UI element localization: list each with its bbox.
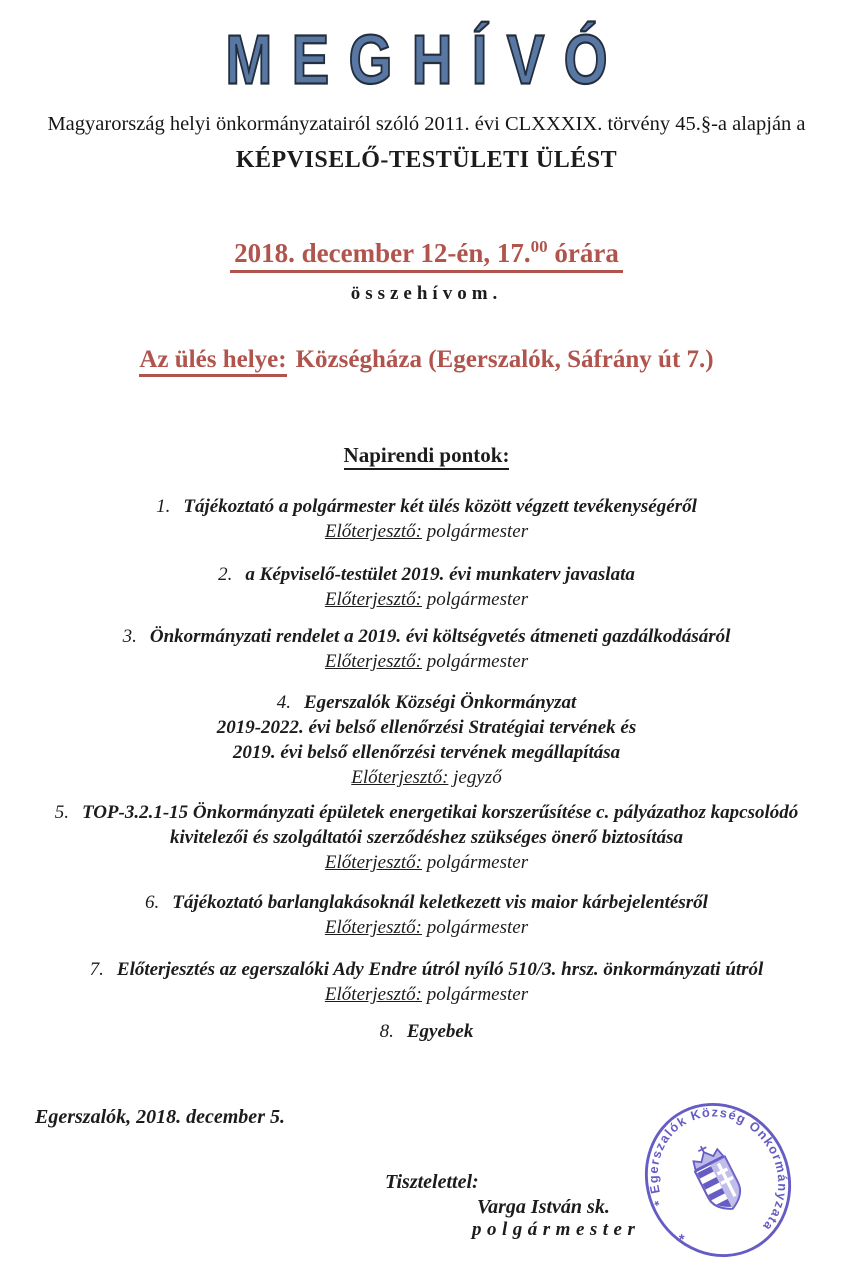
datetime-superscript: 00 [530, 237, 548, 256]
venue-label: Az ülés helye: [139, 346, 286, 377]
agenda-item-2 [0, 562, 853, 612]
presenter-value: polgármester [426, 589, 529, 610]
agenda-item-title: 5. TOP-3.2.1-15 Önkormányzati épületek energetikai korszerűsítése c. pályázathoz kapcsolódó [54, 802, 799, 823]
agenda-heading: Napirendi pontok: [0, 443, 853, 468]
agenda-item-title-line3: 2019. évi belső ellenőrzési tervének megállapítása [232, 742, 621, 763]
presenter-value: polgármester [426, 651, 529, 672]
stamp-text: * Egerszalók Község Önkormányzata [645, 1104, 791, 1235]
agenda-item-presenter [0, 765, 853, 790]
agenda-item-4 [0, 690, 853, 790]
signer-name: Varga István sk. [477, 1196, 610, 1218]
coat-of-arms-icon [686, 1139, 748, 1217]
presenter-value: jegyző [453, 767, 502, 788]
agenda-item-title: 1. Tájékoztató a polgármester két ülés között végzett tevékenységéről [156, 496, 697, 517]
agenda-item-presenter [0, 850, 853, 875]
agenda-item-presenter [0, 982, 853, 1007]
presenter-label: Előterjesztő: [324, 984, 423, 1005]
agenda-item-number: 8. [379, 1021, 394, 1042]
stamp-star-bottom: * [676, 1226, 691, 1243]
agenda-item-presenter [0, 519, 853, 544]
presenter-label: Előterjesztő: [324, 651, 423, 672]
presenter-value: polgármester [426, 521, 529, 542]
datetime-suffix: órára [547, 238, 619, 268]
meeting-datetime-underlined [230, 238, 623, 273]
agenda-item-number: 6. [145, 892, 160, 913]
agenda-item-presenter [0, 587, 853, 612]
agenda-item-title-line2: 2019-2022. évi belső ellenőrzési Stratégiai tervének és [216, 717, 637, 738]
agenda-item-title: 6. Tájékoztató barlanglakásoknál keletkezett vis maior kárbejelentésről [145, 892, 708, 913]
presenter-value: polgármester [426, 852, 529, 873]
presenter-label: Előterjesztő: [324, 852, 423, 873]
presenter-label: Előterjesztő: [324, 521, 423, 542]
agenda-item-number: 1. [156, 496, 171, 517]
agenda-item-title: 8. Egyebek [379, 1021, 474, 1042]
agenda-item-title-line2: kivitelezői és szolgáltatói szerződéshez szükséges önerő biztosítása [169, 827, 684, 848]
agenda-item-1 [0, 494, 853, 544]
agenda-item-number: 4. [276, 692, 291, 713]
legal-reference: Magyarország helyi önkormányzatairól szóló 2011. évi CLXXXIX. törvény 45.§-a alapján a [47, 113, 806, 135]
invitation-title-text: MEGHÍVÓ [225, 21, 628, 99]
closing-salutation: Tisztelettel: [385, 1171, 479, 1193]
dateline: Egerszalók, 2018. december 5. [35, 1106, 285, 1128]
signer-title: polgármester [472, 1219, 641, 1240]
agenda-item-number: 2. [218, 564, 233, 585]
agenda-item-title: 2. a Képviselő-testület 2019. évi munkaterv javaslata [218, 564, 635, 585]
official-stamp [640, 1096, 796, 1264]
agenda-item-number: 5. [54, 802, 69, 823]
agenda-item-title: 4. Egerszalók Községi Önkormányzat [276, 692, 577, 713]
venue-line [0, 346, 853, 374]
agenda-item-number: 3. [122, 626, 137, 647]
convene-word: összehívom. [350, 283, 503, 304]
agenda-item-6 [0, 890, 853, 940]
presenter-value: polgármester [426, 917, 529, 938]
meeting-type: KÉPVISELŐ-TESTÜLETI ÜLÉST [235, 147, 618, 173]
agenda-item-presenter [0, 915, 853, 940]
agenda-item-5 [0, 800, 853, 875]
agenda-item-number: 7. [89, 959, 104, 980]
agenda-item-title: 7. Előterjesztés az egerszalóki Ady Endre útról nyíló 510/3. hrsz. önkormányzati útról [89, 959, 764, 980]
venue-value: Községháza (Egerszalók, Sáfrány út 7.) [295, 346, 714, 373]
agenda-item-presenter [0, 649, 853, 674]
agenda-item-title: 3. Önkormányzati rendelet a 2019. évi költségvetés átmeneti gazdálkodásáról [122, 626, 731, 647]
agenda-item-3 [0, 624, 853, 674]
agenda-item-8 [0, 1019, 853, 1044]
presenter-label: Előterjesztő: [324, 589, 423, 610]
meeting-datetime [0, 238, 853, 273]
agenda-item-7 [0, 957, 853, 1007]
presenter-label: Előterjesztő: [324, 917, 423, 938]
presenter-value: polgármester [426, 984, 529, 1005]
invitation-title [0, 20, 853, 99]
datetime-main: 2018. december 12-én, 17. [234, 238, 531, 268]
presenter-label: Előterjesztő: [351, 767, 449, 788]
